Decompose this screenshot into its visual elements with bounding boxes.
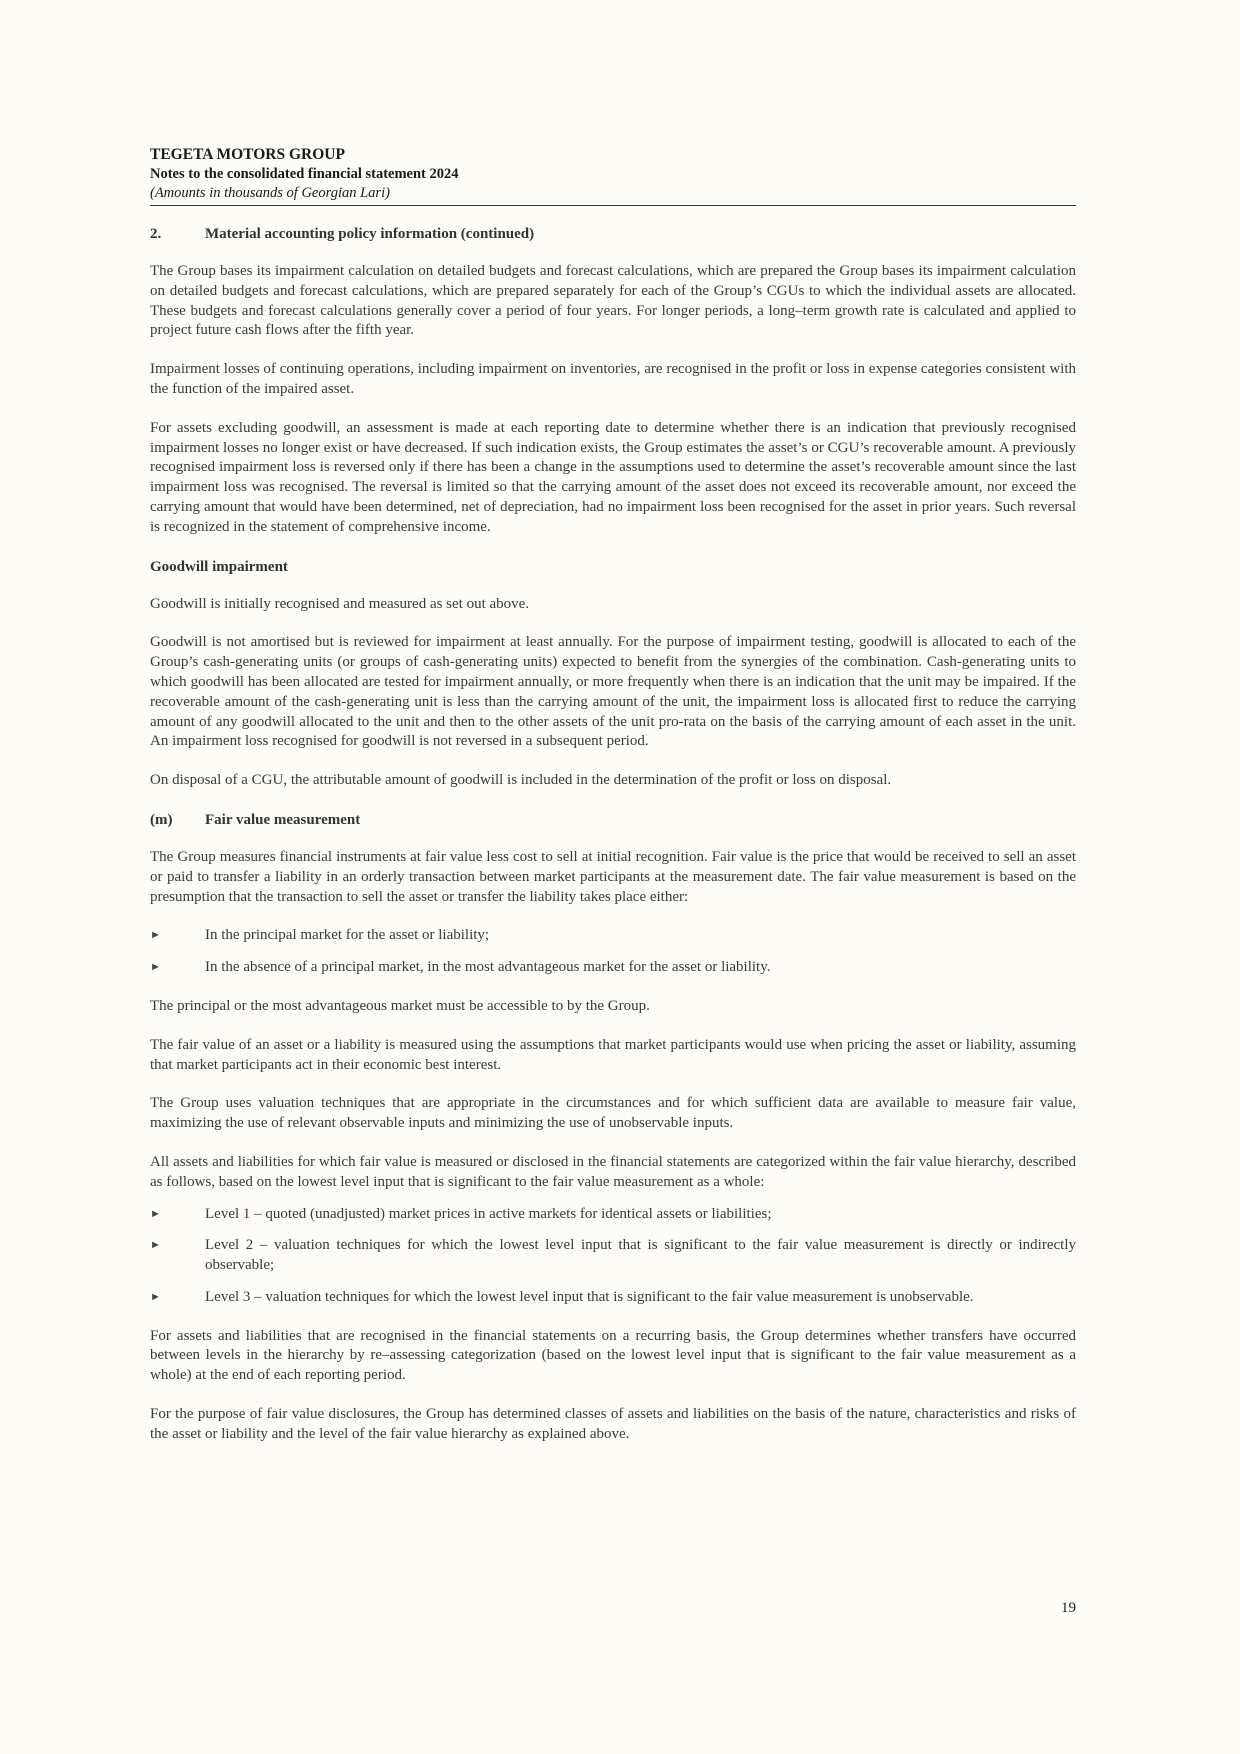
arrow-bullet-icon: ►	[150, 1239, 161, 1252]
list-item-text: Level 3 – valuation techniques for which the lowest level input that is significant to the fair value measurement is unobservable.	[205, 1288, 974, 1305]
paragraph-fair-value-hierarchy: All assets and liabilities for which fair value is measured or disclosed in the financial statements are categorized within the fair value hierarchy, described as follows, based on the lowest level input that is significant to the fair value measurement as a whole:	[150, 1153, 1076, 1190]
company-name: TEGETA MOTORS GROUP	[150, 146, 345, 163]
paragraph-recurring-transfers: For assets and liabilities that are recognised in the financial statements on a recurring basis, the Group determines whether transfers have occurred between levels in the hierarchy by re–assessing categorization (based on the lowest level input that is significant to the fair value measurement as a whole) at the end of each reporting period.	[150, 1327, 1076, 1384]
fair-value-heading	[150, 810, 1076, 830]
goodwill-heading: Goodwill impairment	[150, 558, 288, 575]
paragraph-fair-value-disclosures: For the purpose of fair value disclosures, the Group has determined classes of assets and liabilities on the basis of the nature, characteristics and risks of the asset or liability and the level of the fair value hierarchy as explained above.	[150, 1406, 1076, 1442]
paragraph-fair-value-intro: The Group measures financial instruments at fair value less cost to sell at initial recognition. Fair value is the price that would be received to sell an asset or paid to transfer a liability in an orderly transaction between market participants at the measurement date. The fair value measurement is based on the presumption that the transaction to sell the asset or transfer the liability takes place either:	[150, 848, 1076, 905]
paragraph-goodwill-recognition: Goodwill is initially recognised and measured as set out above.	[150, 595, 530, 612]
paragraph-impairment-losses: Impairment losses of continuing operations, including impairment on inventories, are recognised in the profit or loss in expense categories consistent with the function of the impaired asset.	[150, 361, 1076, 397]
list-item	[150, 1236, 1076, 1276]
fair-value-title: Fair value measurement	[205, 811, 361, 828]
paragraph-impairment-calculation: The Group bases its impairment calculation on detailed budgets and forecast calculations, which are prepared the Group bases its impairment calculation on detailed budgets and forecast calculations, which are prepared separately for each of the Group’s CGUs to which the individual assets are allocated. These budgets and forecast calculations generally cover a period of four years. For longer periods, a long–term growth rate is calculated and applied to project future cash flows after the fifth year.	[150, 263, 1076, 339]
page-header	[150, 145, 1076, 206]
paragraph-goodwill-testing: Goodwill is not amortised but is reviewed for impairment at least annually. For the purpose of impairment testing, goodwill is allocated to each of the Group’s cash-generating units (or groups of cash-generating units) expected to benefit from the synergies of the combination. Cash-generating units to which goodwill has been allocated are tested for impairment annually, or more frequently when there is an indication that the unit may be impaired. If the recoverable amount of the cash-generating unit is less than the carrying amount of the unit, the impairment loss is allocated first to reduce the carrying amount of any goodwill allocated to the unit and then to the other assets of the unit pro-rata on the basis of the carrying amount of each asset in the unit. An impairment loss recognised for goodwill is not reversed in a subsequent period.	[150, 634, 1076, 750]
hierarchy-level-list	[150, 1205, 1076, 1308]
page-number: 19	[1061, 1600, 1076, 1616]
document-subtitle: Notes to the consolidated financial statement 2024	[150, 166, 459, 182]
list-item-text: Level 2 – valuation techniques for which the lowest level input that is significant to the fair value measurement is directly or indirectly observable;	[205, 1237, 1076, 1274]
list-item-text: Level 1 – quoted (unadjusted) market prices in active markets for identical assets or liabilities;	[205, 1205, 772, 1222]
paragraph-market-access: The principal or the most advantageous market must be accessible to by the Group.	[150, 997, 650, 1014]
amounts-note: (Amounts in thousands of Georgian Lari)	[150, 185, 390, 201]
section-heading	[150, 224, 1076, 244]
list-item	[150, 1205, 1076, 1225]
fair-value-number: (m)	[150, 811, 173, 828]
arrow-bullet-icon: ►	[150, 1207, 161, 1220]
list-item-text: In the absence of a principal market, in the most advantageous market for the asset or liability.	[205, 959, 771, 976]
section-title: Material accounting policy information (continued)	[205, 226, 535, 242]
section-number: 2.	[150, 226, 162, 242]
arrow-bullet-icon: ►	[150, 1290, 161, 1303]
arrow-bullet-icon: ►	[150, 961, 161, 974]
list-item	[150, 1288, 1076, 1308]
paragraph-market-assumptions: The fair value of an asset or a liability is measured using the assumptions that market participants would use when pricing the asset or liability, assuming that market participants act in their economic best interest.	[150, 1036, 1076, 1073]
paragraph-valuation-techniques: The Group uses valuation techniques that are appropriate in the circumstances and for which sufficient data are available to measure fair value, maximizing the use of relevant observable inputs and minimizing the use of unobservable inputs.	[150, 1095, 1076, 1132]
arrow-bullet-icon: ►	[150, 929, 161, 942]
market-list	[150, 926, 1076, 978]
paragraph-goodwill-disposal: On disposal of a CGU, the attributable amount of goodwill is included in the determination of the profit or loss on disposal.	[150, 772, 892, 789]
paragraph-impairment-reversal: For assets excluding goodwill, an assessment is made at each reporting date to determine whether there is an indication that previously recognised impairment losses no longer exist or have decreased. If such indication exists, the Group estimates the asset’s or CGU’s recoverable amount. A previously recognised impairment loss is reversed only if there has been a change in the assumptions used to determine the asset’s recoverable amount since the last impairment loss was recognised. The reversal is limited so that the carrying amount of the asset does not exceed its recoverable amount, nor exceed the carrying amount that would have been determined, net of depreciation, had no impairment loss been recognised for the asset in prior years. Such reversal is recognized in the statement of comprehensive income.	[150, 419, 1076, 535]
document-page	[150, 145, 1076, 1464]
list-item-text: In the principal market for the asset or liability;	[205, 927, 490, 944]
list-item	[150, 926, 1076, 946]
list-item	[150, 958, 1076, 978]
